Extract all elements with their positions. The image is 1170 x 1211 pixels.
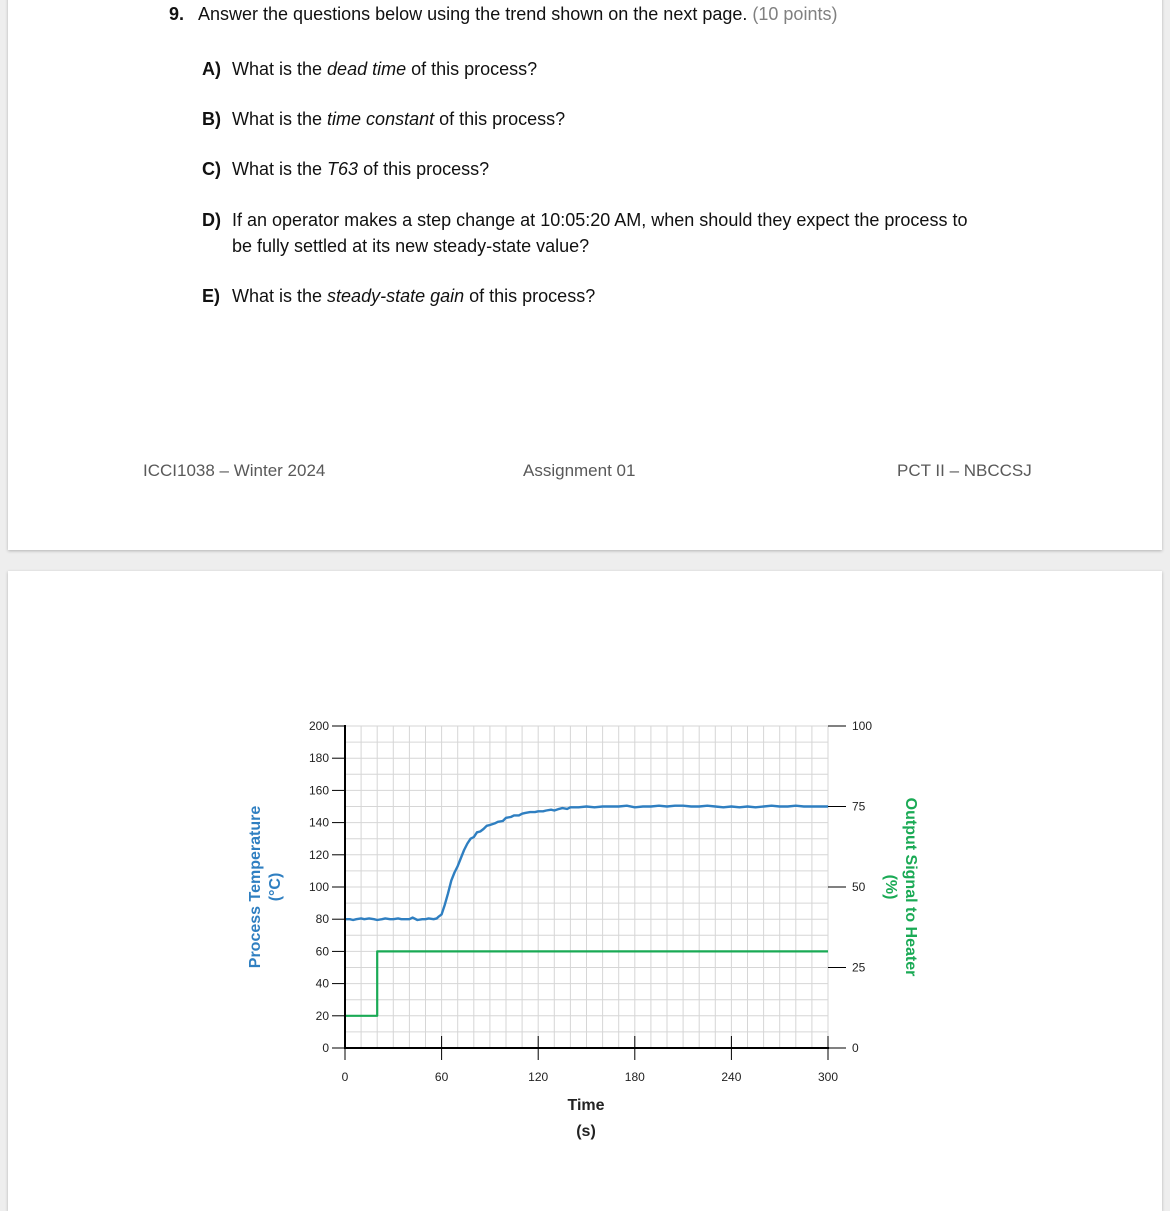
left-axis-tick-label: 40	[315, 976, 329, 991]
part-d-line-2: be fully settled at its new steady-state value?	[232, 236, 590, 256]
part-a	[202, 56, 1062, 82]
part-letter: A)	[202, 59, 221, 79]
left-axis-tick-label: 180	[308, 751, 329, 766]
x-axis-tick-label: 180	[624, 1070, 645, 1084]
footer-program: PCT II – NBCCSJ	[897, 461, 1032, 480]
part-b-text-before: What is the	[232, 109, 328, 129]
question-text: Answer the questions below using the trend shown on the next page.	[198, 4, 748, 24]
trend-chart	[8, 571, 1162, 1211]
part-letter: B)	[202, 109, 221, 129]
left-axis-tick-label: 140	[308, 815, 329, 830]
part-letter: D)	[202, 210, 221, 230]
part-c	[202, 156, 1062, 182]
part-d	[202, 207, 1062, 259]
question-points: (10 points)	[752, 4, 838, 24]
part-d-line-1: If an operator makes a step change at 10:05:20 AM, when should they expect the process to	[232, 210, 968, 230]
footer-course: ICCI1038 – Winter 2024	[143, 461, 326, 480]
left-axis-tick-label: 160	[308, 783, 329, 798]
x-axis-title: Time	[567, 1097, 605, 1114]
right-axis-title: Output Signal to Heater	[902, 797, 919, 977]
x-axis-tick-label: 300	[817, 1070, 839, 1084]
right-axis-tick-label: 25	[852, 960, 866, 975]
right-axis-tick-label: 75	[852, 799, 866, 814]
left-axis-unit: (°C)	[267, 872, 284, 902]
part-b	[202, 106, 1062, 132]
x-axis-tick-label: 60	[434, 1070, 449, 1084]
left-axis-tick-label: 100	[308, 880, 329, 894]
part-c-text-after: of this process?	[358, 159, 490, 179]
part-letter: E)	[202, 286, 220, 306]
x-axis-tick-label: 120	[528, 1070, 549, 1084]
left-axis-tick-label: 0	[322, 1041, 329, 1055]
question-9-title	[169, 4, 837, 25]
left-axis-tick-label: 120	[308, 847, 329, 862]
part-b-emphasis: time constant	[327, 109, 435, 129]
left-axis-tick-label: 20	[315, 1008, 329, 1023]
part-c-text-before: What is the	[232, 159, 328, 179]
part-c-emphasis: T63	[327, 159, 359, 179]
part-letter: C)	[202, 159, 221, 179]
right-axis-tick-label: 100	[852, 719, 873, 733]
left-axis-title: Process Temperature	[247, 805, 264, 969]
left-axis-tick-label: 200	[308, 719, 329, 733]
part-e-emphasis: steady-state gain	[327, 286, 465, 306]
right-axis-unit: (%)	[882, 874, 899, 900]
question-number: 9.	[169, 4, 185, 24]
part-b-text-after: of this process?	[434, 109, 566, 129]
part-a-text-before: What is the	[232, 59, 328, 79]
assignment-page-2	[8, 571, 1162, 1211]
right-axis-tick-label: 50	[852, 880, 866, 894]
part-a-text-after: of this process?	[406, 59, 538, 79]
right-axis-tick-label: 0	[852, 1041, 859, 1055]
footer-assignment: Assignment 01	[523, 461, 636, 480]
x-axis-unit: (s)	[576, 1123, 596, 1140]
assignment-page-1	[8, 0, 1162, 550]
left-axis-tick-label: 60	[315, 944, 329, 959]
part-e	[202, 283, 1062, 309]
part-e-text-before: What is the	[232, 286, 328, 306]
part-e-text-after: of this process?	[464, 286, 596, 306]
left-axis-tick-label: 80	[315, 912, 329, 927]
part-a-emphasis: dead time	[327, 59, 407, 79]
x-axis-tick-label: 240	[721, 1070, 742, 1084]
x-axis-tick-label: 0	[341, 1070, 349, 1084]
